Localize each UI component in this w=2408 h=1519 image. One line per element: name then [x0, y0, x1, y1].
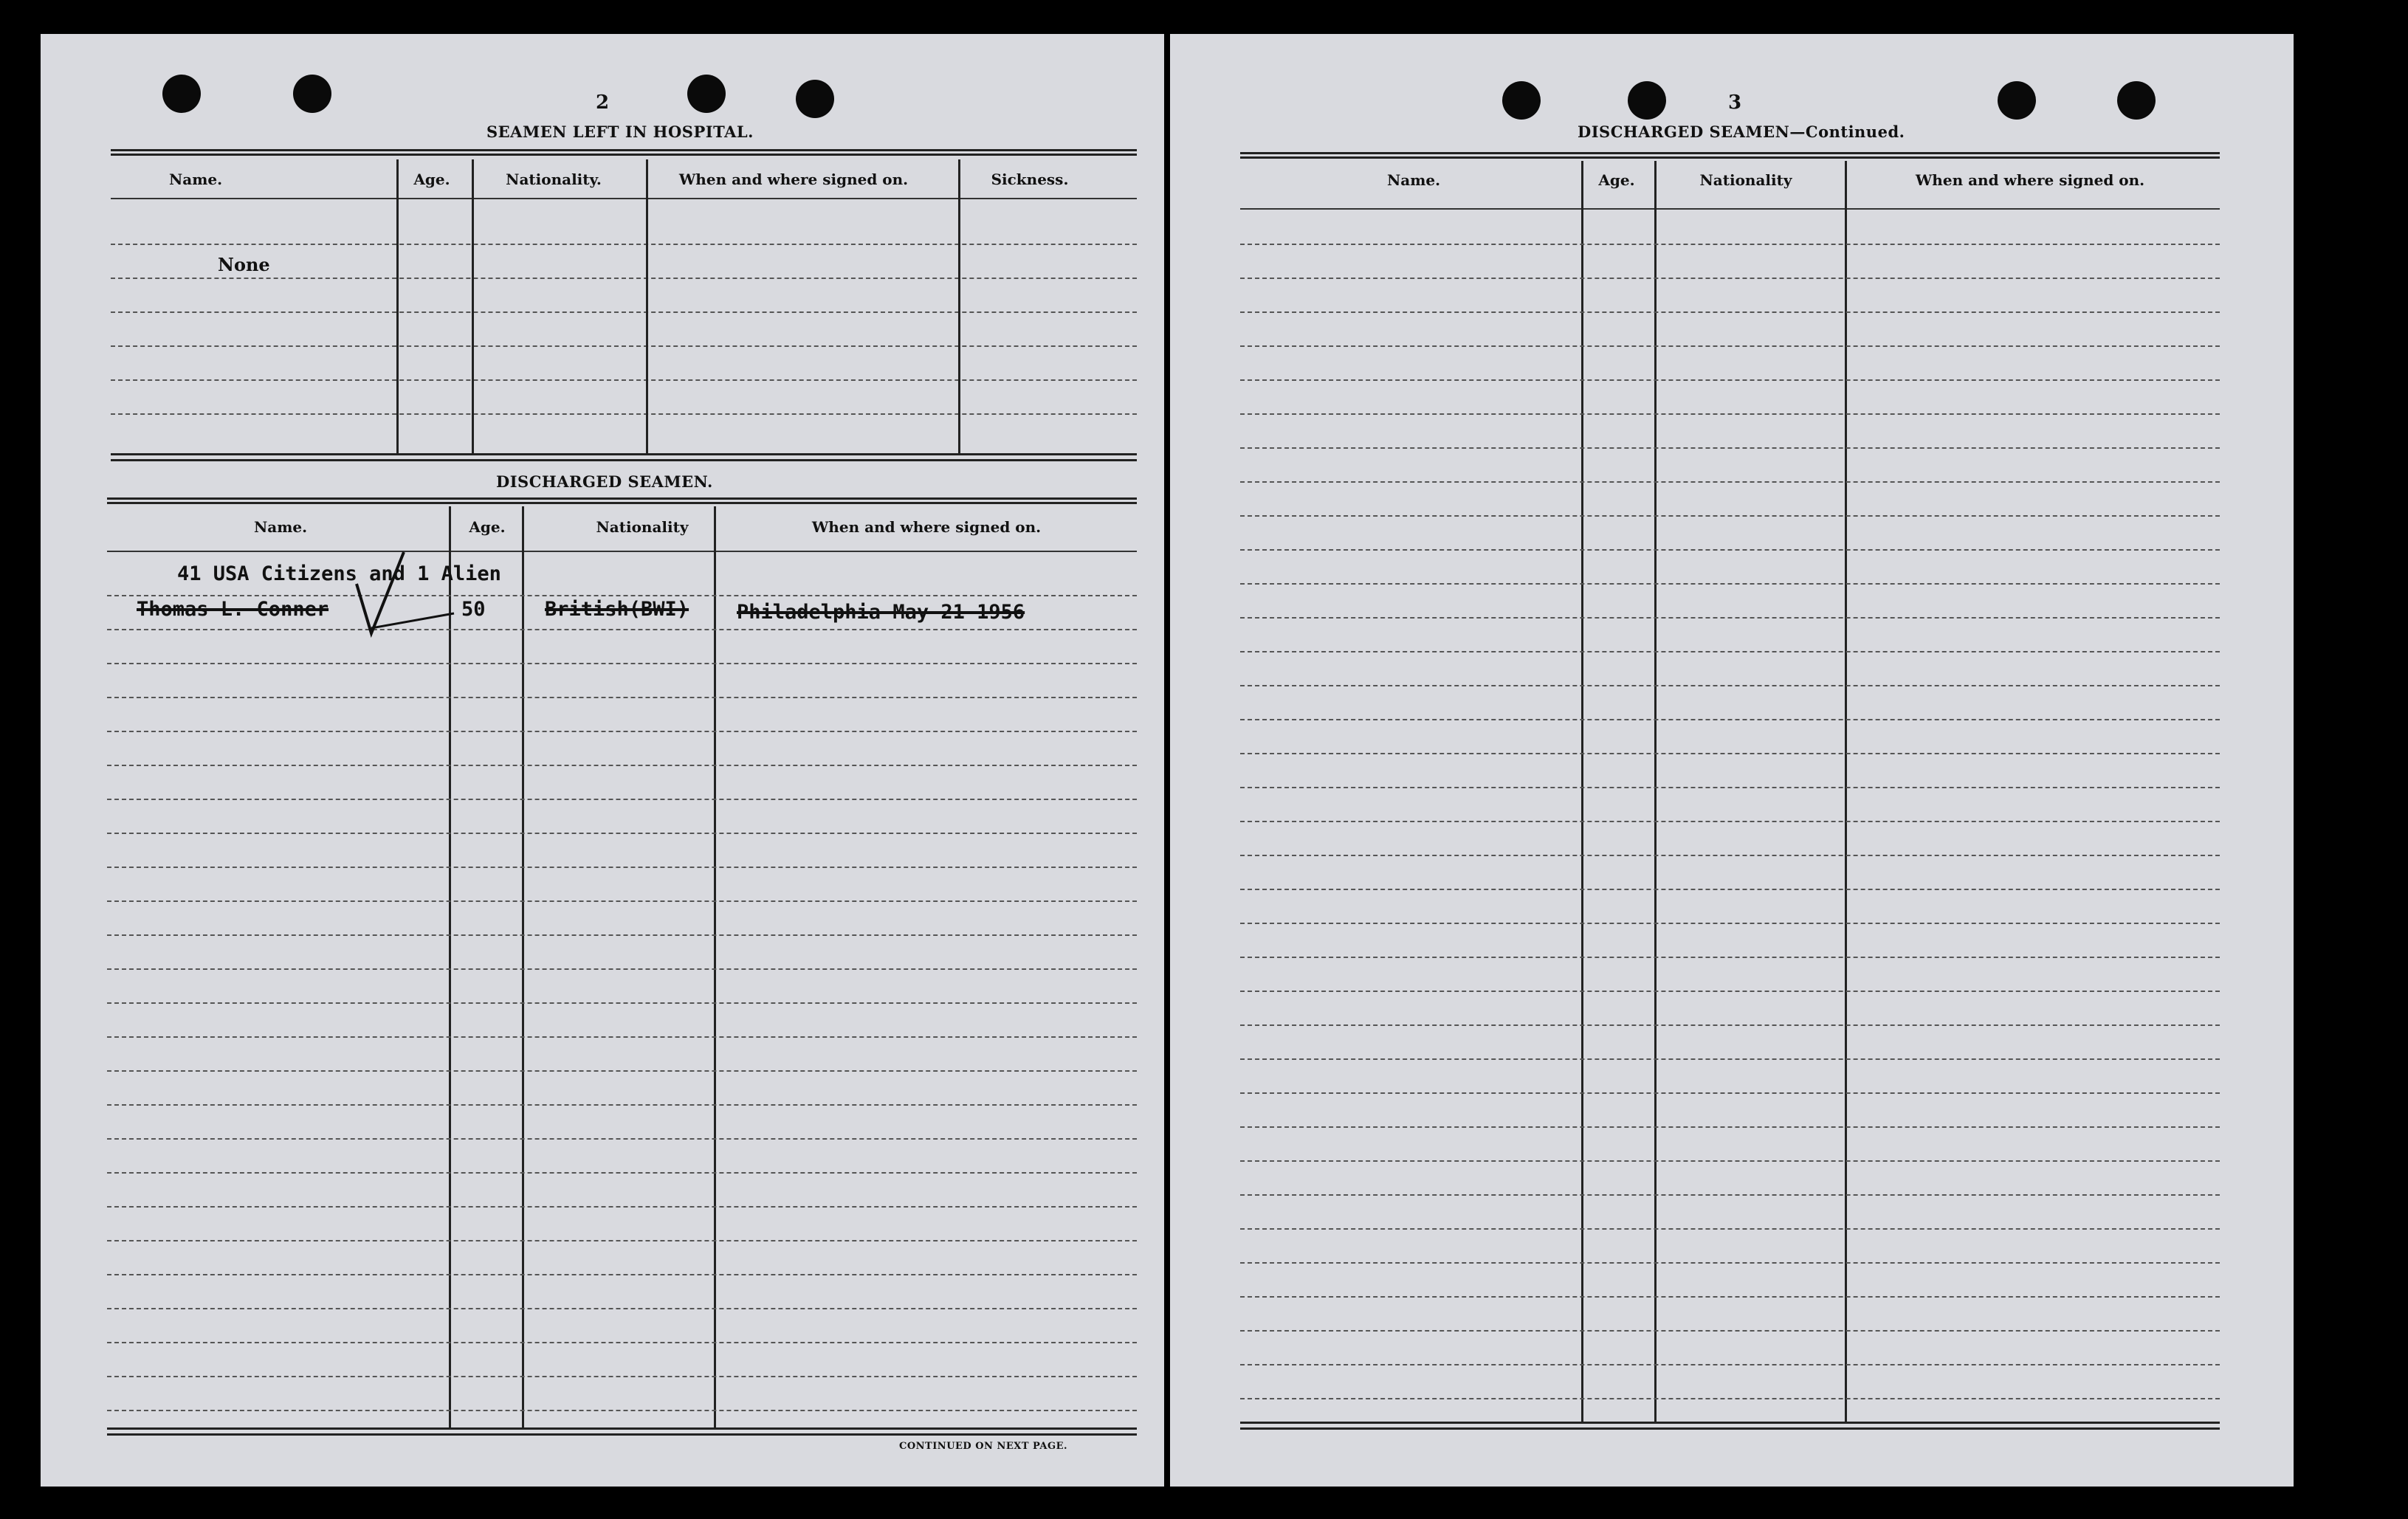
row-rule	[1240, 617, 2220, 619]
row-rule	[1240, 651, 2220, 652]
hospital-section-title: SEAMEN LEFT IN HOSPITAL.	[486, 123, 754, 141]
column-header-signed-on: When and where signed on.	[1915, 171, 2145, 189]
row-rule	[1240, 311, 2220, 313]
column-divider	[1654, 161, 1657, 1423]
row-rule	[107, 697, 1137, 698]
discharged-continued-title: DISCHARGED SEAMEN—Continued.	[1578, 123, 1905, 141]
row-rule	[1240, 244, 2220, 245]
table-top-rule	[1240, 152, 2220, 154]
punch-hole	[1998, 81, 2036, 120]
row-rule	[107, 934, 1137, 936]
row-rule	[107, 1410, 1137, 1411]
header-rule	[1240, 208, 2220, 210]
row-rule	[107, 1172, 1137, 1174]
punch-hole	[1502, 81, 1541, 120]
column-header-nationality: Nationality	[596, 518, 689, 536]
row-rule	[1240, 1364, 2220, 1365]
punch-hole	[796, 80, 834, 118]
left-page	[41, 34, 1164, 1487]
column-header-age: Age.	[1598, 171, 1635, 189]
hospital-entry: None	[218, 254, 270, 275]
table-bottom-rule	[107, 1433, 1137, 1436]
seaman-name: Thomas L. Conner	[137, 598, 329, 621]
page-number: 3	[1728, 92, 1742, 114]
column-divider	[1845, 161, 1847, 1423]
column-divider	[1581, 161, 1583, 1423]
row-rule	[1240, 719, 2220, 720]
row-rule	[107, 1376, 1137, 1377]
column-header-sickness: Sickness.	[991, 170, 1069, 188]
row-rule	[107, 765, 1137, 766]
table-bottom-rule	[111, 453, 1137, 455]
row-rule	[107, 731, 1137, 732]
table-top-rule	[107, 502, 1137, 504]
row-rule	[1240, 1262, 2220, 1264]
row-rule	[107, 1308, 1137, 1309]
discharged-section-title: DISCHARGED SEAMEN.	[496, 472, 713, 491]
row-rule	[107, 1002, 1137, 1004]
table-top-rule	[111, 149, 1137, 151]
row-rule	[111, 345, 1137, 347]
row-rule	[111, 379, 1137, 381]
row-rule	[1240, 889, 2220, 890]
seaman-age: 50	[461, 598, 486, 621]
row-rule	[1240, 991, 2220, 992]
row-rule	[111, 413, 1137, 415]
row-rule	[1240, 413, 2220, 415]
row-rule	[1240, 1194, 2220, 1196]
row-rule	[1240, 515, 2220, 517]
check-mark-icon	[351, 543, 461, 639]
row-rule	[1240, 1296, 2220, 1298]
row-rule	[1240, 787, 2220, 788]
row-rule	[107, 867, 1137, 868]
table-bottom-rule	[1240, 1427, 2220, 1430]
row-rule	[107, 1206, 1137, 1208]
row-rule	[1240, 685, 2220, 686]
row-rule	[107, 595, 1137, 596]
table-bottom-rule	[107, 1427, 1137, 1430]
row-rule	[1240, 1228, 2220, 1230]
row-rule	[1240, 1398, 2220, 1399]
row-rule	[1240, 481, 2220, 483]
column-header-signed-on: When and where signed on.	[811, 518, 1042, 536]
row-rule	[1240, 345, 2220, 347]
row-rule	[107, 1104, 1137, 1106]
header-rule	[111, 198, 1137, 199]
row-rule	[107, 833, 1137, 834]
table-bottom-rule	[111, 459, 1137, 461]
row-rule	[1240, 1126, 2220, 1128]
row-rule	[111, 311, 1137, 313]
row-rule	[1240, 278, 2220, 279]
column-divider	[714, 506, 716, 1429]
column-header-name: Name.	[1386, 171, 1441, 189]
column-divider	[522, 506, 524, 1429]
column-header-age: Age.	[469, 518, 506, 536]
punch-hole	[1628, 81, 1666, 120]
row-rule	[1240, 379, 2220, 381]
row-rule	[107, 1138, 1137, 1140]
row-rule	[1240, 753, 2220, 754]
punch-hole	[293, 75, 331, 113]
row-rule	[1240, 923, 2220, 924]
column-header-name: Name.	[168, 170, 223, 188]
column-divider	[396, 159, 399, 455]
row-rule	[107, 1342, 1137, 1343]
row-rule	[1240, 447, 2220, 449]
header-rule	[107, 551, 1137, 552]
row-rule	[107, 1070, 1137, 1072]
row-rule	[1240, 957, 2220, 958]
row-rule	[107, 799, 1137, 800]
row-rule	[107, 1274, 1137, 1275]
row-rule	[1240, 1330, 2220, 1332]
row-rule	[1240, 1058, 2220, 1060]
column-divider	[472, 159, 474, 455]
row-rule	[1240, 583, 2220, 585]
right-page	[1170, 34, 2294, 1487]
crew-summary: 41 USA Citizens and 1 Alien	[177, 562, 501, 585]
row-rule	[107, 900, 1137, 902]
row-rule	[107, 663, 1137, 664]
continued-footer: CONTINUED ON NEXT PAGE.	[899, 1441, 1067, 1452]
row-rule	[111, 278, 1137, 279]
punch-hole	[2117, 81, 2156, 120]
seaman-nationality: British(BWI)	[545, 598, 689, 621]
column-divider	[646, 159, 648, 455]
row-rule	[107, 629, 1137, 630]
column-divider	[958, 159, 960, 455]
row-rule	[1240, 549, 2220, 551]
row-rule	[1240, 1160, 2220, 1162]
column-header-nationality: Nationality	[1699, 171, 1792, 189]
page-number: 2	[596, 92, 610, 114]
table-bottom-rule	[1240, 1422, 2220, 1424]
table-top-rule	[1240, 156, 2220, 159]
row-rule	[1240, 1092, 2220, 1094]
column-header-age: Age.	[413, 170, 450, 188]
column-header-name: Name.	[253, 518, 308, 536]
punch-hole	[162, 75, 201, 113]
column-header-nationality: Nationality.	[506, 170, 602, 188]
seaman-signed-on: Philadelphia May 21 1956	[737, 601, 1025, 624]
row-rule	[1240, 821, 2220, 822]
row-rule	[1240, 1024, 2220, 1026]
table-top-rule	[107, 497, 1137, 500]
row-rule	[107, 968, 1137, 970]
column-divider	[449, 506, 451, 1429]
row-rule	[1240, 855, 2220, 856]
column-header-signed-on: When and where signed on.	[678, 170, 909, 188]
row-rule	[107, 1240, 1137, 1241]
table-top-rule	[111, 154, 1137, 156]
row-rule	[111, 244, 1137, 245]
punch-hole	[687, 75, 726, 113]
row-rule	[107, 1036, 1137, 1038]
